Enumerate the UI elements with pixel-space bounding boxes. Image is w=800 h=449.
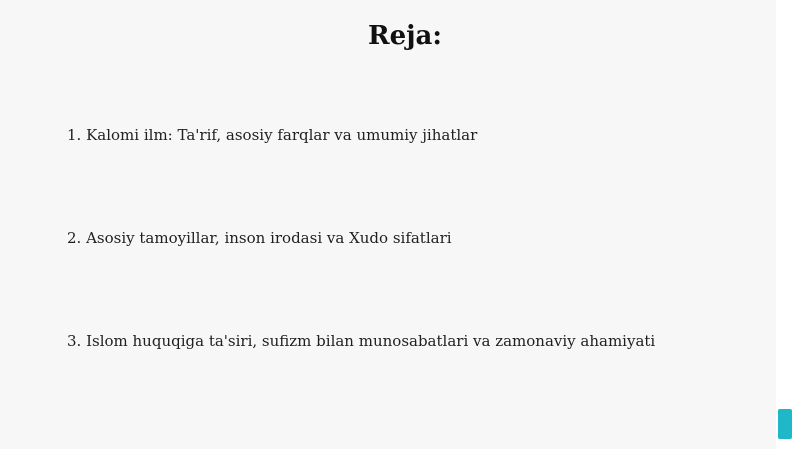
list-item: 3. Islom huquqiga ta'siri, sufizm bilan munosabatlari va zamonaviy ahamiyati <box>67 332 656 350</box>
list-item: 1. Kalomi ilm: Ta'rif, asosiy farqlar va umumiy jihatlar <box>67 126 478 144</box>
slide-title: Reja: <box>367 21 442 51</box>
side-panel-strip <box>776 0 800 449</box>
list-item: 2. Asosiy tamoyillar, inson irodasi va Xudo sifatlari <box>67 229 452 247</box>
scroll-handle[interactable] <box>778 409 792 439</box>
